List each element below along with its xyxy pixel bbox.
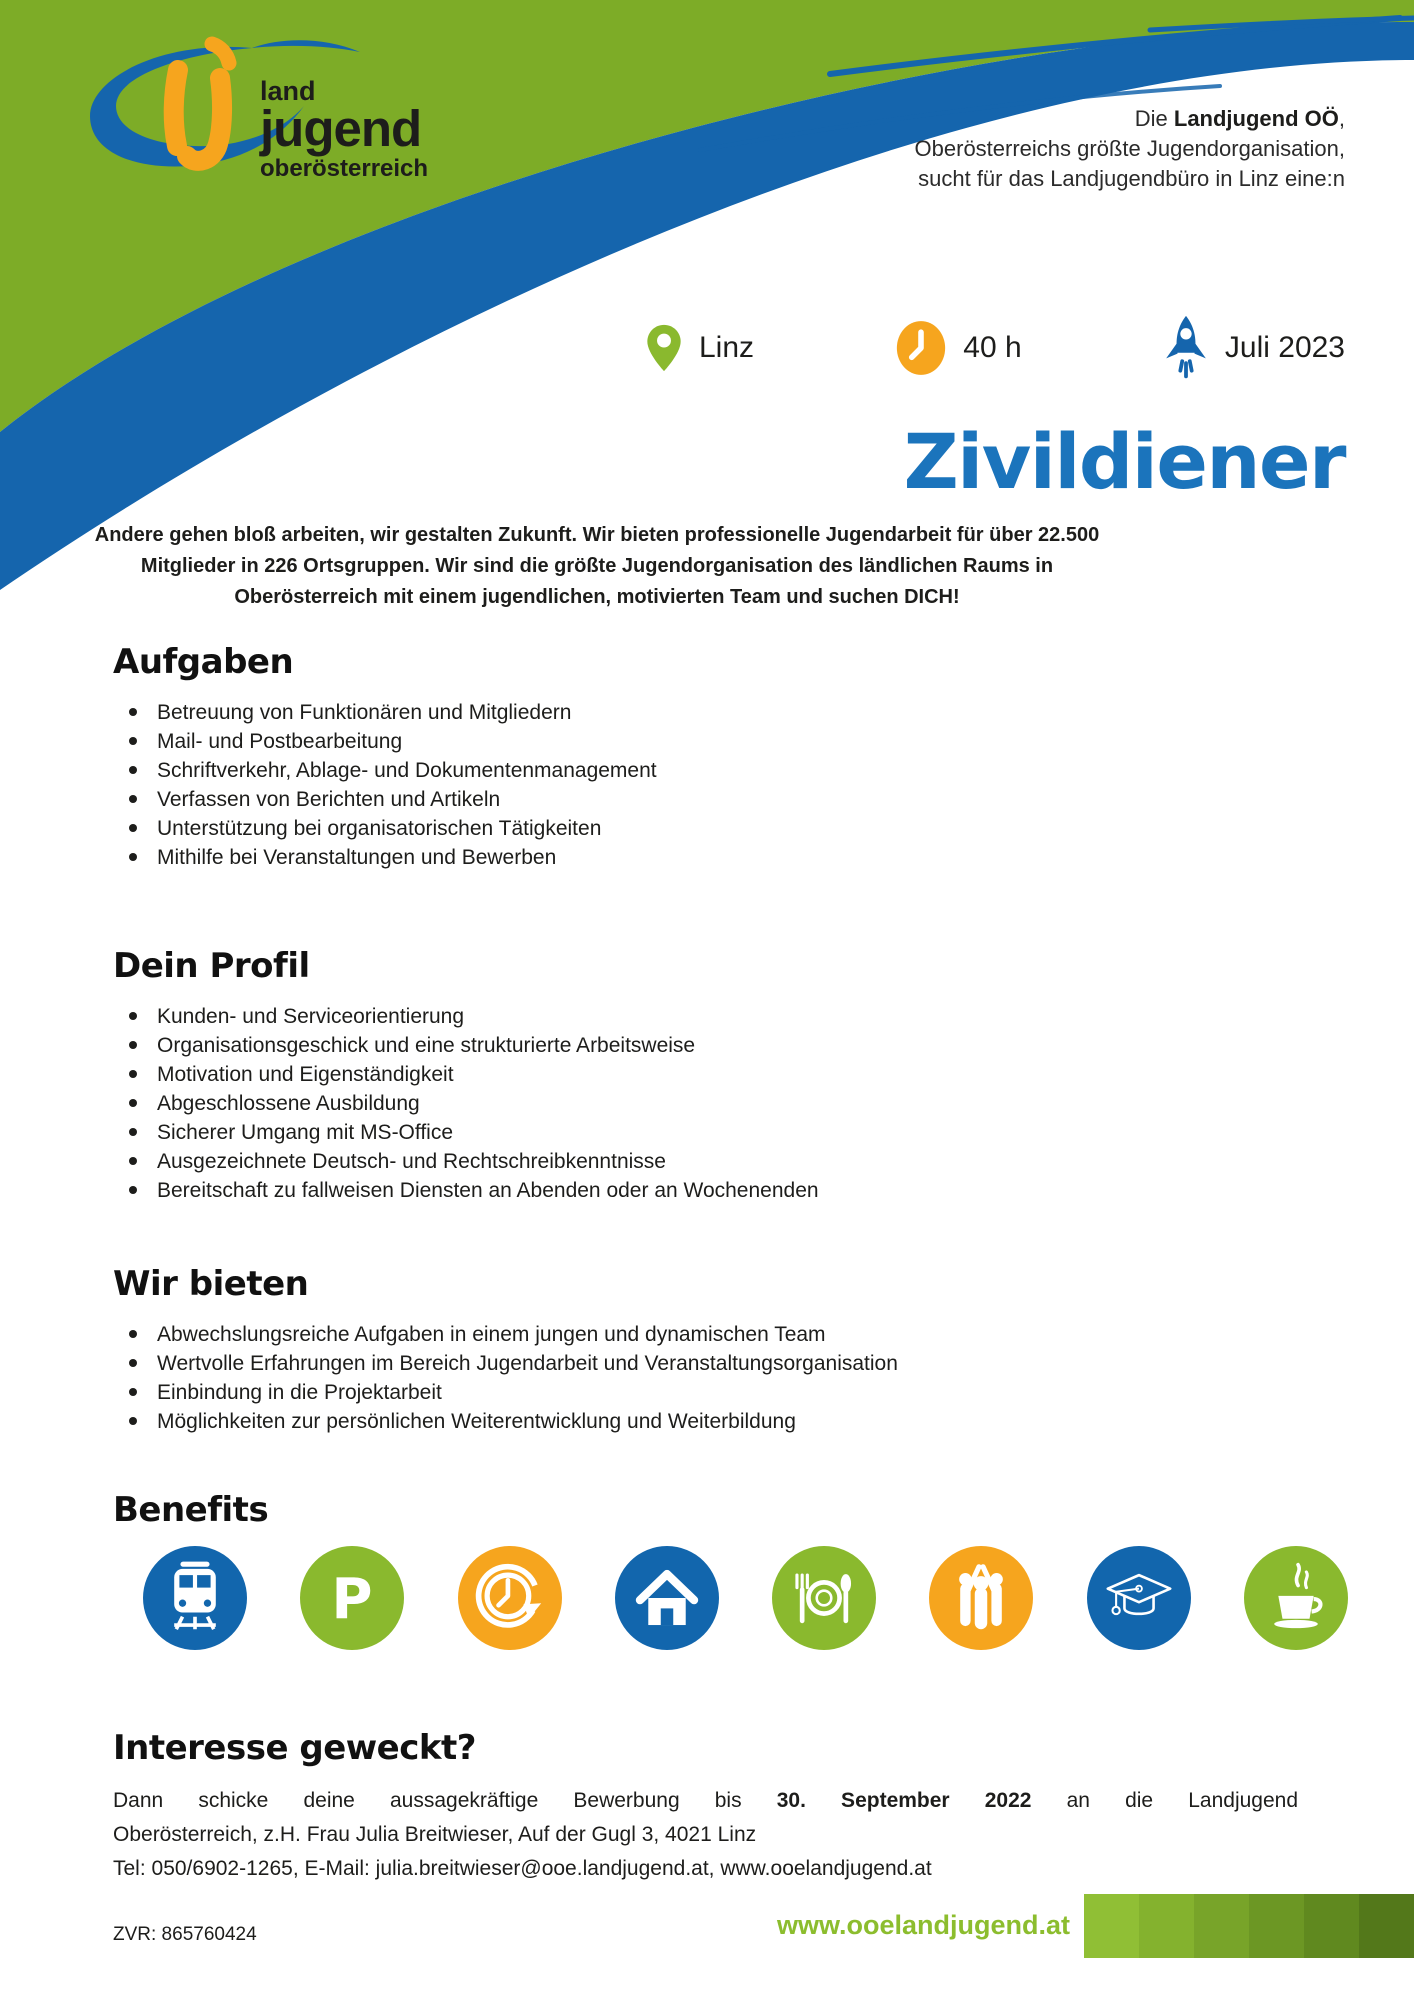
benefits-icon-row: [113, 1546, 1348, 1650]
benefits-heading: Benefits: [113, 1490, 269, 1530]
list-item: Mithilfe bei Veranstaltungen und Bewerben: [113, 843, 1348, 872]
section-contact: [113, 1728, 1348, 1886]
zvr-number: ZVR: 865760424: [113, 1924, 257, 1945]
list-item: Abwechslungsreiche Aufgaben in einem jungen und dynamischen Team: [113, 1320, 1348, 1349]
dein-profil-heading: Dein Profil: [113, 946, 310, 986]
list-item: Ausgezeichnete Deutsch- und Rechtschreibkenntnisse: [113, 1147, 1348, 1176]
contact-line1: Dann schicke deine aussagekräftige Bewerbung bis 30. September 2022 an die Landjugend: [113, 1788, 1298, 1812]
header-intro-text: [915, 104, 1345, 194]
rocket-icon: [1163, 314, 1209, 382]
coffee-icon: [1244, 1546, 1348, 1650]
list-item: Einbindung in die Projektarbeit: [113, 1378, 1348, 1407]
fact-location: [645, 323, 754, 373]
list-item: Motivation und Eigenständigkeit: [113, 1060, 1348, 1089]
list-item: Abgeschlossene Ausbildung: [113, 1089, 1348, 1118]
dein-profil-list: [113, 1002, 1348, 1205]
list-item: Sicherer Umgang mit MS-Office: [113, 1118, 1348, 1147]
logo-text-jugend: jugend: [260, 100, 422, 157]
footer-bar-segment: [1304, 1894, 1359, 1958]
list-item: Mail- und Postbearbeitung: [113, 727, 1348, 756]
train-icon: [143, 1546, 247, 1650]
footer-bar-segment: [1084, 1894, 1139, 1958]
list-item: Organisationsgeschick und eine strukturierte Arbeitsweise: [113, 1031, 1348, 1060]
contact-heading: Interesse geweckt?: [113, 1728, 476, 1768]
header-intro-line1: Die Landjugend OÖ,: [1134, 106, 1345, 131]
location-pin-icon: [645, 323, 683, 373]
aufgaben-list: [113, 698, 1348, 872]
wir-bieten-list: [113, 1320, 1348, 1436]
fact-start-label: Juli 2023: [1224, 331, 1345, 364]
header-intro-line2: Oberösterreichs größte Jugendorganisation,: [914, 136, 1345, 161]
section-benefits: [113, 1490, 1348, 1650]
footer-bar-segment: [1194, 1894, 1249, 1958]
list-item: Wertvolle Erfahrungen im Bereich Jugendarbeit und Veranstaltungsorganisation: [113, 1349, 1348, 1378]
landjugend-logo: [70, 22, 550, 217]
footer-bar: [1084, 1894, 1414, 1958]
key-facts-row: [645, 308, 1345, 388]
footer-bar-segment: [1359, 1894, 1414, 1958]
section-aufgaben: [113, 642, 1348, 872]
logo-text-land: land: [260, 76, 316, 106]
fact-hours: [895, 319, 1021, 377]
graduation-icon: [1087, 1546, 1191, 1650]
aufgaben-heading: Aufgaben: [113, 642, 294, 682]
contact-text: [113, 1784, 1298, 1886]
section-wir-bieten: [113, 1264, 1348, 1436]
fact-location-label: Linz: [699, 331, 755, 364]
list-item: Betreuung von Funktionären und Mitgliedern: [113, 698, 1348, 727]
list-item: Schriftverkehr, Ablage- und Dokumentenmanagement: [113, 756, 1348, 785]
contact-line2: Oberösterreich, z.H. Frau Julia Breitwieser, Auf der Gugl 3, 4021 Linz: [113, 1822, 757, 1846]
list-item: Kunden- und Serviceorientierung: [113, 1002, 1348, 1031]
team-icon: [929, 1546, 1033, 1650]
svg-text:P: P: [331, 1566, 373, 1632]
flexible-hours-icon: [458, 1546, 562, 1650]
list-item: Bereitschaft zu fallweisen Diensten an Abenden oder an Wochenenden: [113, 1176, 1348, 1205]
footer-bar-segment: [1139, 1894, 1194, 1958]
footer-bar-segment: [1249, 1894, 1304, 1958]
logo-wordmark: [260, 78, 428, 181]
list-item: Möglichkeiten zur persönlichen Weiterentwicklung und Weiterbildung: [113, 1407, 1348, 1436]
logo-text-oberoesterreich: oberösterreich: [260, 155, 429, 183]
fact-start-date: [1163, 314, 1345, 382]
section-dein-profil: [113, 946, 1348, 1205]
list-item: Unterstützung bei organisatorischen Tätigkeiten: [113, 814, 1348, 843]
intro-paragraph: Andere gehen bloß arbeiten, wir gestalten Zukunft. Wir bieten professionelle Jugendarbeit für über 22.500 Mitglieder in 226 Ortsgruppen. Wir sind die größte Jugendorganisation des ländlichen Raums in Oberösterreich mit einem jugendlichen, motivierten Team und suchen DICH!: [94, 524, 1100, 608]
parking-icon: [300, 1546, 404, 1650]
footer-website-link[interactable]: www.ooelandjugend.at: [776, 1910, 1070, 1940]
wir-bieten-heading: Wir bieten: [113, 1264, 309, 1304]
clock-icon: [895, 319, 947, 377]
job-title: Zivildiener: [903, 417, 1345, 506]
home-icon: [615, 1546, 719, 1650]
list-item: Verfassen von Berichten und Artikeln: [113, 785, 1348, 814]
fact-hours-label: 40 h: [963, 331, 1022, 364]
header-intro-line3: sucht für das Landjugendbüro in Linz eine:n: [918, 166, 1345, 191]
meal-icon: [772, 1546, 876, 1650]
contact-line3: Tel: 050/6902-1265, E-Mail: julia.breitwieser@ooe.landjugend.at, www.ooelandjugend.at: [113, 1856, 932, 1880]
